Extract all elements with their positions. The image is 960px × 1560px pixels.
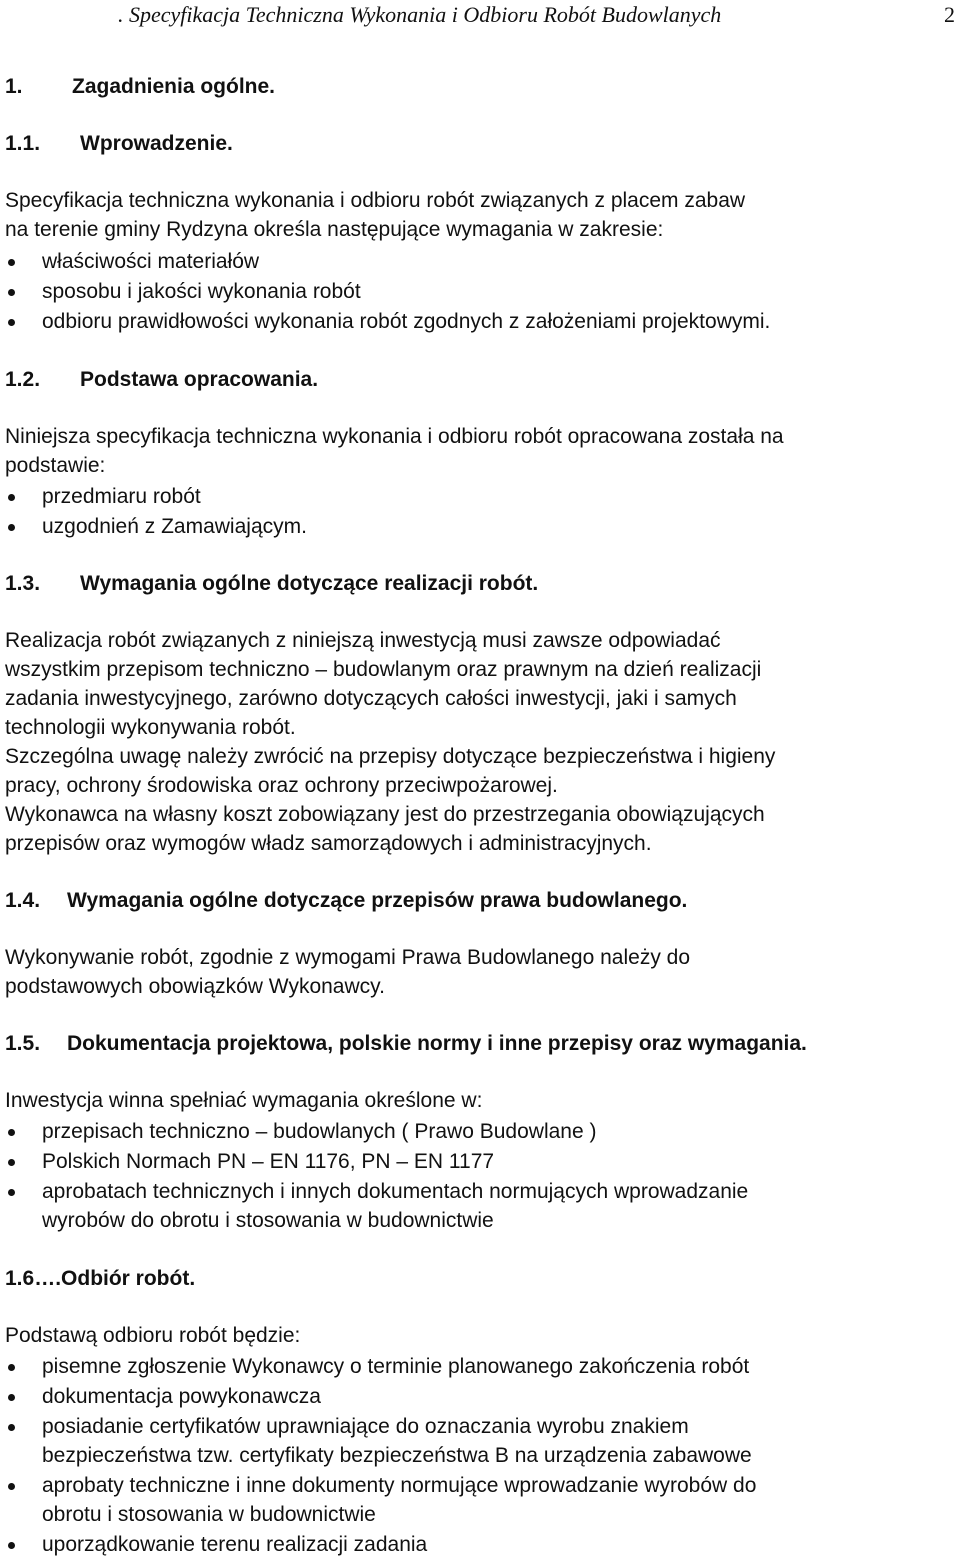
bullet-icon	[8, 1189, 15, 1196]
list-item: aprobaty techniczne i inne dokumenty normujące wprowadzanie wyrobów do	[42, 1474, 757, 1497]
section-1-1-title: Wprowadzenie.	[80, 132, 233, 155]
running-header	[0, 0, 960, 30]
paragraph-line: Specyfikacja techniczna wykonania i odbioru robót związanych z placem zabaw	[5, 189, 746, 212]
bullet-icon	[8, 494, 15, 501]
list-item: uporządkowanie terenu realizacji zadania	[42, 1533, 428, 1556]
paragraph-line: Realizacja robót związanych z niniejszą inwestycją musi zawsze odpowiadać	[5, 629, 721, 652]
paragraph-line: Wykonawca na własny koszt zobowiązany jest do przestrzegania obowiązujących	[5, 803, 765, 826]
list-item: właściwości materiałów	[42, 250, 260, 273]
paragraph-line: wszystkim przepisom techniczno – budowlanym oraz prawnym na dzień realizacji	[5, 658, 762, 681]
page-number: 2	[944, 2, 955, 27]
list-item: aprobatach technicznych i innych dokumentach normujących wprowadzanie	[42, 1180, 749, 1203]
section-1-3-number: 1.3.	[5, 572, 41, 595]
bullet-icon	[8, 1483, 15, 1490]
list-item: posiadanie certyfikatów uprawniające do oznaczania wyrobu znakiem	[42, 1415, 689, 1438]
paragraph-line: Podstawą odbioru robót będzie:	[5, 1324, 301, 1347]
paragraph-line: pracy, ochrony środowiska oraz ochrony przeciwpożarowej.	[5, 774, 558, 797]
list-item-continuation: wyrobów do obrotu i stosowania w budownictwie	[42, 1209, 494, 1232]
bullet-icon	[8, 1129, 15, 1136]
section-1-1-number: 1.1.	[5, 132, 41, 155]
list-item: Polskich Normach PN – EN 1176, PN – EN 1177	[42, 1150, 495, 1173]
list-item: uzgodnień z Zamawiającym.	[42, 515, 307, 538]
header-title: . Specyfikacja Techniczna Wykonania i Odbioru Robót Budowlanych	[118, 2, 722, 27]
bullet-icon	[8, 319, 15, 326]
paragraph-line: Wykonywanie robót, zgodnie z wymogami Prawa Budowlanego należy do	[5, 946, 691, 969]
bullet-icon	[8, 289, 15, 296]
list-item: przepisach techniczno – budowlanych ( Prawo Budowlane )	[42, 1120, 597, 1143]
paragraph-line: Szczególna uwagę należy zwrócić na przepisy dotyczące bezpieczeństwa i higieny	[5, 745, 776, 768]
bullet-icon	[8, 1364, 15, 1371]
list-item: dokumentacja powykonawcza	[42, 1385, 321, 1408]
section-1-5-title: Dokumentacja projektowa, polskie normy i inne przepisy oraz wymagania.	[67, 1032, 807, 1055]
bullet-icon	[8, 1159, 15, 1166]
section-1-2-title: Podstawa opracowania.	[80, 368, 319, 391]
list-item: sposobu i jakości wykonania robót	[42, 280, 361, 303]
section-1-4-title: Wymagania ogólne dotyczące przepisów prawa budowlanego.	[67, 889, 688, 912]
bullet-icon	[8, 1394, 15, 1401]
paragraph-line: podstawie:	[5, 454, 106, 477]
bullet-icon	[8, 1542, 15, 1549]
section-1-6-title: 1.6….Odbiór robót.	[5, 1267, 196, 1290]
list-item-continuation: bezpieczeństwa tzw. certyfikaty bezpieczeństwa B na urządzenia zabawowe	[42, 1444, 752, 1467]
paragraph-line: na terenie gminy Rydzyna określa następujące wymagania w zakresie:	[5, 218, 664, 241]
bullet-icon	[8, 524, 15, 531]
section-1-2-number: 1.2.	[5, 368, 41, 391]
section-1-title: Zagadnienia ogólne.	[72, 75, 276, 98]
list-item: odbioru prawidłowości wykonania robót zgodnych z założeniami projektowymi.	[42, 310, 771, 333]
paragraph-line: Inwestycja winna spełniać wymagania określone w:	[5, 1089, 483, 1112]
paragraph-line: przepisów oraz wymogów władz samorządowych i administracyjnych.	[5, 832, 652, 855]
bullet-icon	[8, 1424, 15, 1431]
section-1-5-number: 1.5.	[5, 1032, 41, 1055]
section-1-number: 1.	[5, 75, 23, 98]
section-1-3-title: Wymagania ogólne dotyczące realizacji robót.	[80, 572, 539, 595]
bullet-icon	[8, 259, 15, 266]
paragraph-line: Niniejsza specyfikacja techniczna wykonania i odbioru robót opracowana została na	[5, 425, 784, 448]
list-item-continuation: obrotu i stosowania w budownictwie	[42, 1503, 376, 1526]
list-item: pisemne zgłoszenie Wykonawcy o terminie planowanego zakończenia robót	[42, 1355, 750, 1378]
list-item: przedmiaru robót	[42, 485, 201, 508]
section-1-4-number: 1.4.	[5, 889, 41, 912]
paragraph-line: podstawowych obowiązków Wykonawcy.	[5, 975, 385, 998]
paragraph-line: zadania inwestycyjnego, zarówno dotyczących całości inwestycji, jaki i samych	[5, 687, 737, 710]
paragraph-line: technologii wykonywania robót.	[5, 716, 296, 739]
